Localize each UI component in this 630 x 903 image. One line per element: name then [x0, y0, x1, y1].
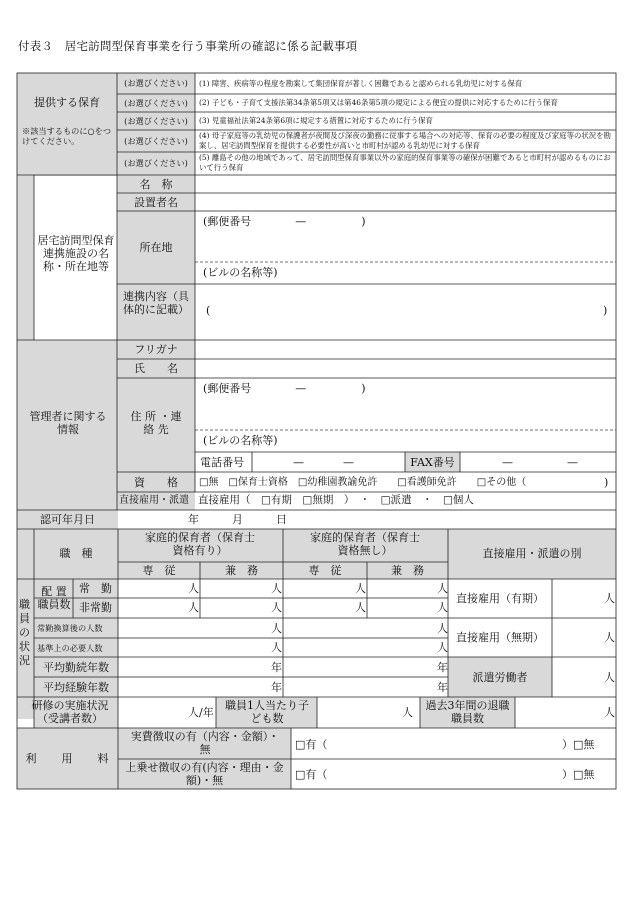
renkei-postal[interactable]: (郵便番号 — ) — [203, 215, 366, 228]
kh1-senju-header: 専 従 — [142, 564, 176, 577]
joukin-kh1-senju-unit[interactable]: 人 — [188, 582, 199, 595]
hoiku-option-4: (4) 母子家庭等の乳幼児の保護者が夜間及び深夜の勤務に従事する場合への対応等、保育の必要の程度及び家庭等の状況を勘案し、居宅訪問型保育を提供する必要性が高いと市町村が認める乳幼児に対する保育 — [199, 131, 611, 150]
kanri-shimei-input[interactable] — [196, 360, 615, 377]
hijoukin-kh2-senju-unit[interactable]: 人 — [355, 601, 366, 614]
riyou-jippi-label: 実費徴収の有（内容・金額）・無 — [130, 730, 280, 756]
riyou-jippi-mu[interactable]: ）□無 — [562, 738, 595, 751]
hoiku-label: 提供する保育 — [34, 96, 100, 109]
hoiku-note: ※該当するものに○をつけてください。 — [22, 126, 112, 146]
shokuin-side-label: 職員の状況 — [19, 598, 30, 667]
kh2-senju-header: 専 従 — [308, 564, 342, 577]
muki-label: 直接雇用（無期） — [456, 631, 544, 644]
renkei-building[interactable]: (ビルの名称等) — [203, 266, 278, 279]
kanri-koyou-label: 直接雇用・派遣 — [119, 495, 189, 506]
kanri-fax-label: FAX番号 — [410, 456, 455, 469]
kenshu-label: 研修の実施状況（受講者数） — [31, 699, 109, 725]
joukin-kh2-senju-unit[interactable]: 人 — [355, 582, 366, 595]
keiken-kh2-unit[interactable]: 年 — [437, 681, 448, 694]
kinzoku-kh1-unit[interactable]: 年 — [271, 661, 282, 674]
kinzoku-label: 平均勤続年数 — [43, 661, 109, 674]
riyou-uwanose-label: 上乗せ徴収の有(内容・理由・金額)・無 — [125, 761, 284, 787]
hoiku-select-5[interactable]: (お選びください) — [124, 158, 188, 168]
kanri-fax-dash-2: — — [567, 456, 578, 469]
renkei-naiyou-open: ( — [206, 304, 211, 317]
kenshu-unit[interactable]: 人/年 — [188, 706, 214, 719]
muki-unit[interactable]: 人 — [604, 631, 615, 644]
hoiku-option-1: (1) 障害、疾病等の程度を勘案して集団保育が著しく困難であると認められる乳幼児に対する保育 — [199, 79, 523, 88]
hoiku-option-5: (5) 離島その他の地域であって、居宅訪問型保育事業以外の家庭的保育事業等の確保が困難であると市町村が認めるものにおいて行う保育 — [199, 153, 611, 172]
kh2-kenmu-header: 兼 務 — [391, 564, 424, 577]
kh1-kenmu-header: 兼 務 — [225, 564, 258, 577]
kanri-furigana-label: フリガナ — [134, 343, 178, 356]
kanri-shikaku-options[interactable]: □無 □保育士資格 □幼稚園教諭免許 □看護師免許 □その他（ — [199, 477, 527, 488]
hoiku-select-4[interactable]: (お選びください) — [124, 136, 188, 146]
renkei-setchi-input[interactable] — [196, 194, 615, 210]
kanri-tel-label: 電話番号 — [200, 456, 244, 469]
kanri-tel-dash-2: — — [343, 456, 354, 469]
hijoukin-kh1-senju-unit[interactable]: 人 — [188, 601, 199, 614]
kansan-kh1-unit[interactable]: 人 — [271, 622, 282, 635]
hoiku-select-1[interactable]: (お選びください) — [124, 78, 188, 88]
haichi-label: 配 置職員数 — [37, 585, 71, 611]
kodomo-label: 職員1人当たり子ども数 — [225, 699, 309, 725]
hoiku-option-3: (3) 児童福祉法第24条第6項に規定する措置に対応するために行う保育 — [199, 116, 433, 125]
kanri-label: 管理者に関する情報 — [29, 410, 107, 436]
taishoku-unit[interactable]: 人 — [604, 706, 615, 719]
joukin-label: 常 勤 — [79, 582, 112, 595]
hoiku-select-3[interactable]: (お選びください) — [124, 116, 188, 126]
hijoukin-label: 非常勤 — [79, 601, 112, 614]
kanri-furigana-input[interactable] — [196, 341, 615, 358]
kanri-tel-dash-1: — — [293, 456, 304, 469]
riyou-uwanose-mu[interactable]: ）□無 — [562, 768, 595, 781]
ninka-date[interactable]: 年 月 日 — [188, 513, 287, 526]
renkei-shozai-label: 所在地 — [139, 241, 173, 254]
hijoukin-kh1-kenmu-unit[interactable]: 人 — [271, 601, 282, 614]
shokuin-shushu-label: 職 種 — [59, 547, 93, 560]
kijun-label: 基準上の必要人数 — [37, 643, 103, 653]
kijun-kh1-unit[interactable]: 人 — [271, 641, 282, 654]
riyou-uwanose-yu[interactable]: □有（ — [295, 768, 328, 781]
kinzoku-kh2-unit[interactable]: 年 — [437, 661, 448, 674]
renkei-label: 居宅訪問型保育連携施設の名称・所在地等 — [37, 234, 115, 273]
shokuin-kh1-header: 家庭的保育者（保育士資格有り） — [145, 531, 255, 557]
kanri-jusho-label: 住 所 ・連 絡 先 — [130, 410, 182, 436]
hoiku-option-2: (2) 子ども・子育て支援法第34条第5項又は第46条第5項の規定による便宜の提供に対応するために行う保育 — [199, 98, 558, 107]
renkei-naiyou-close: ) — [603, 304, 608, 317]
yuki-unit[interactable]: 人 — [604, 592, 615, 605]
riyou-label: 利 用 料 — [25, 752, 110, 765]
joukin-kh2-kenmu-unit[interactable]: 人 — [437, 582, 448, 595]
kansan-label: 常勤換算後の人数 — [37, 623, 103, 633]
koyou-betsu-header: 直接雇用・派遣の別 — [482, 547, 582, 560]
page-title: 付表３ 居宅訪問型保育事業を行う事業所の確認に係る記載事項 — [18, 39, 358, 53]
ninka-label: 認可年月日 — [40, 513, 95, 526]
keiken-label: 平均経験年数 — [43, 681, 109, 694]
haken-label: 派遣労働者 — [472, 671, 528, 684]
renkei-name-label: 名 称 — [139, 178, 173, 191]
kansan-kh2-unit[interactable]: 人 — [437, 622, 448, 635]
yuki-label: 直接雇用（有期） — [456, 592, 544, 605]
renkei-naiyou-label: 連携内容（具体的に記載） — [123, 290, 189, 316]
renkei-setchi-label: 設置者名 — [134, 196, 178, 209]
kanri-postal[interactable]: (郵便番号 — ) — [203, 382, 366, 395]
haken-unit[interactable]: 人 — [604, 671, 615, 684]
kodomo-unit[interactable]: 人 — [402, 706, 413, 719]
keiken-kh1-unit[interactable]: 年 — [271, 681, 282, 694]
hoiku-select-2[interactable]: (お選びください) — [124, 98, 188, 108]
hijoukin-kh2-kenmu-unit[interactable]: 人 — [437, 601, 448, 614]
taishoku-label: 過去3年間の退職職員数 — [425, 699, 510, 725]
kanri-building[interactable]: (ビルの名称等) — [203, 434, 278, 447]
riyou-jippi-yu[interactable]: □有（ — [295, 738, 328, 751]
kanri-tel-input[interactable] — [253, 453, 404, 471]
kanri-shikaku-close: ) — [604, 476, 609, 489]
kanri-shimei-label: 氏 名 — [134, 362, 178, 375]
kanri-fax-dash-1: — — [502, 456, 513, 469]
kijun-kh2-unit[interactable]: 人 — [437, 641, 448, 654]
kanri-koyou-options[interactable]: 直接雇用（ □有期 □無期 ） ・ □派遣 ・ □個人 — [198, 494, 474, 506]
renkei-naiyou-input[interactable] — [214, 290, 599, 330]
kanri-fax-input[interactable] — [461, 453, 615, 471]
joukin-kh1-kenmu-unit[interactable]: 人 — [271, 582, 282, 595]
shokuin-kh2-header: 家庭的保育者（保育士資格無し） — [310, 531, 420, 557]
kanri-shikaku-label: 資 格 — [134, 476, 178, 489]
renkei-name-input[interactable] — [196, 176, 615, 192]
